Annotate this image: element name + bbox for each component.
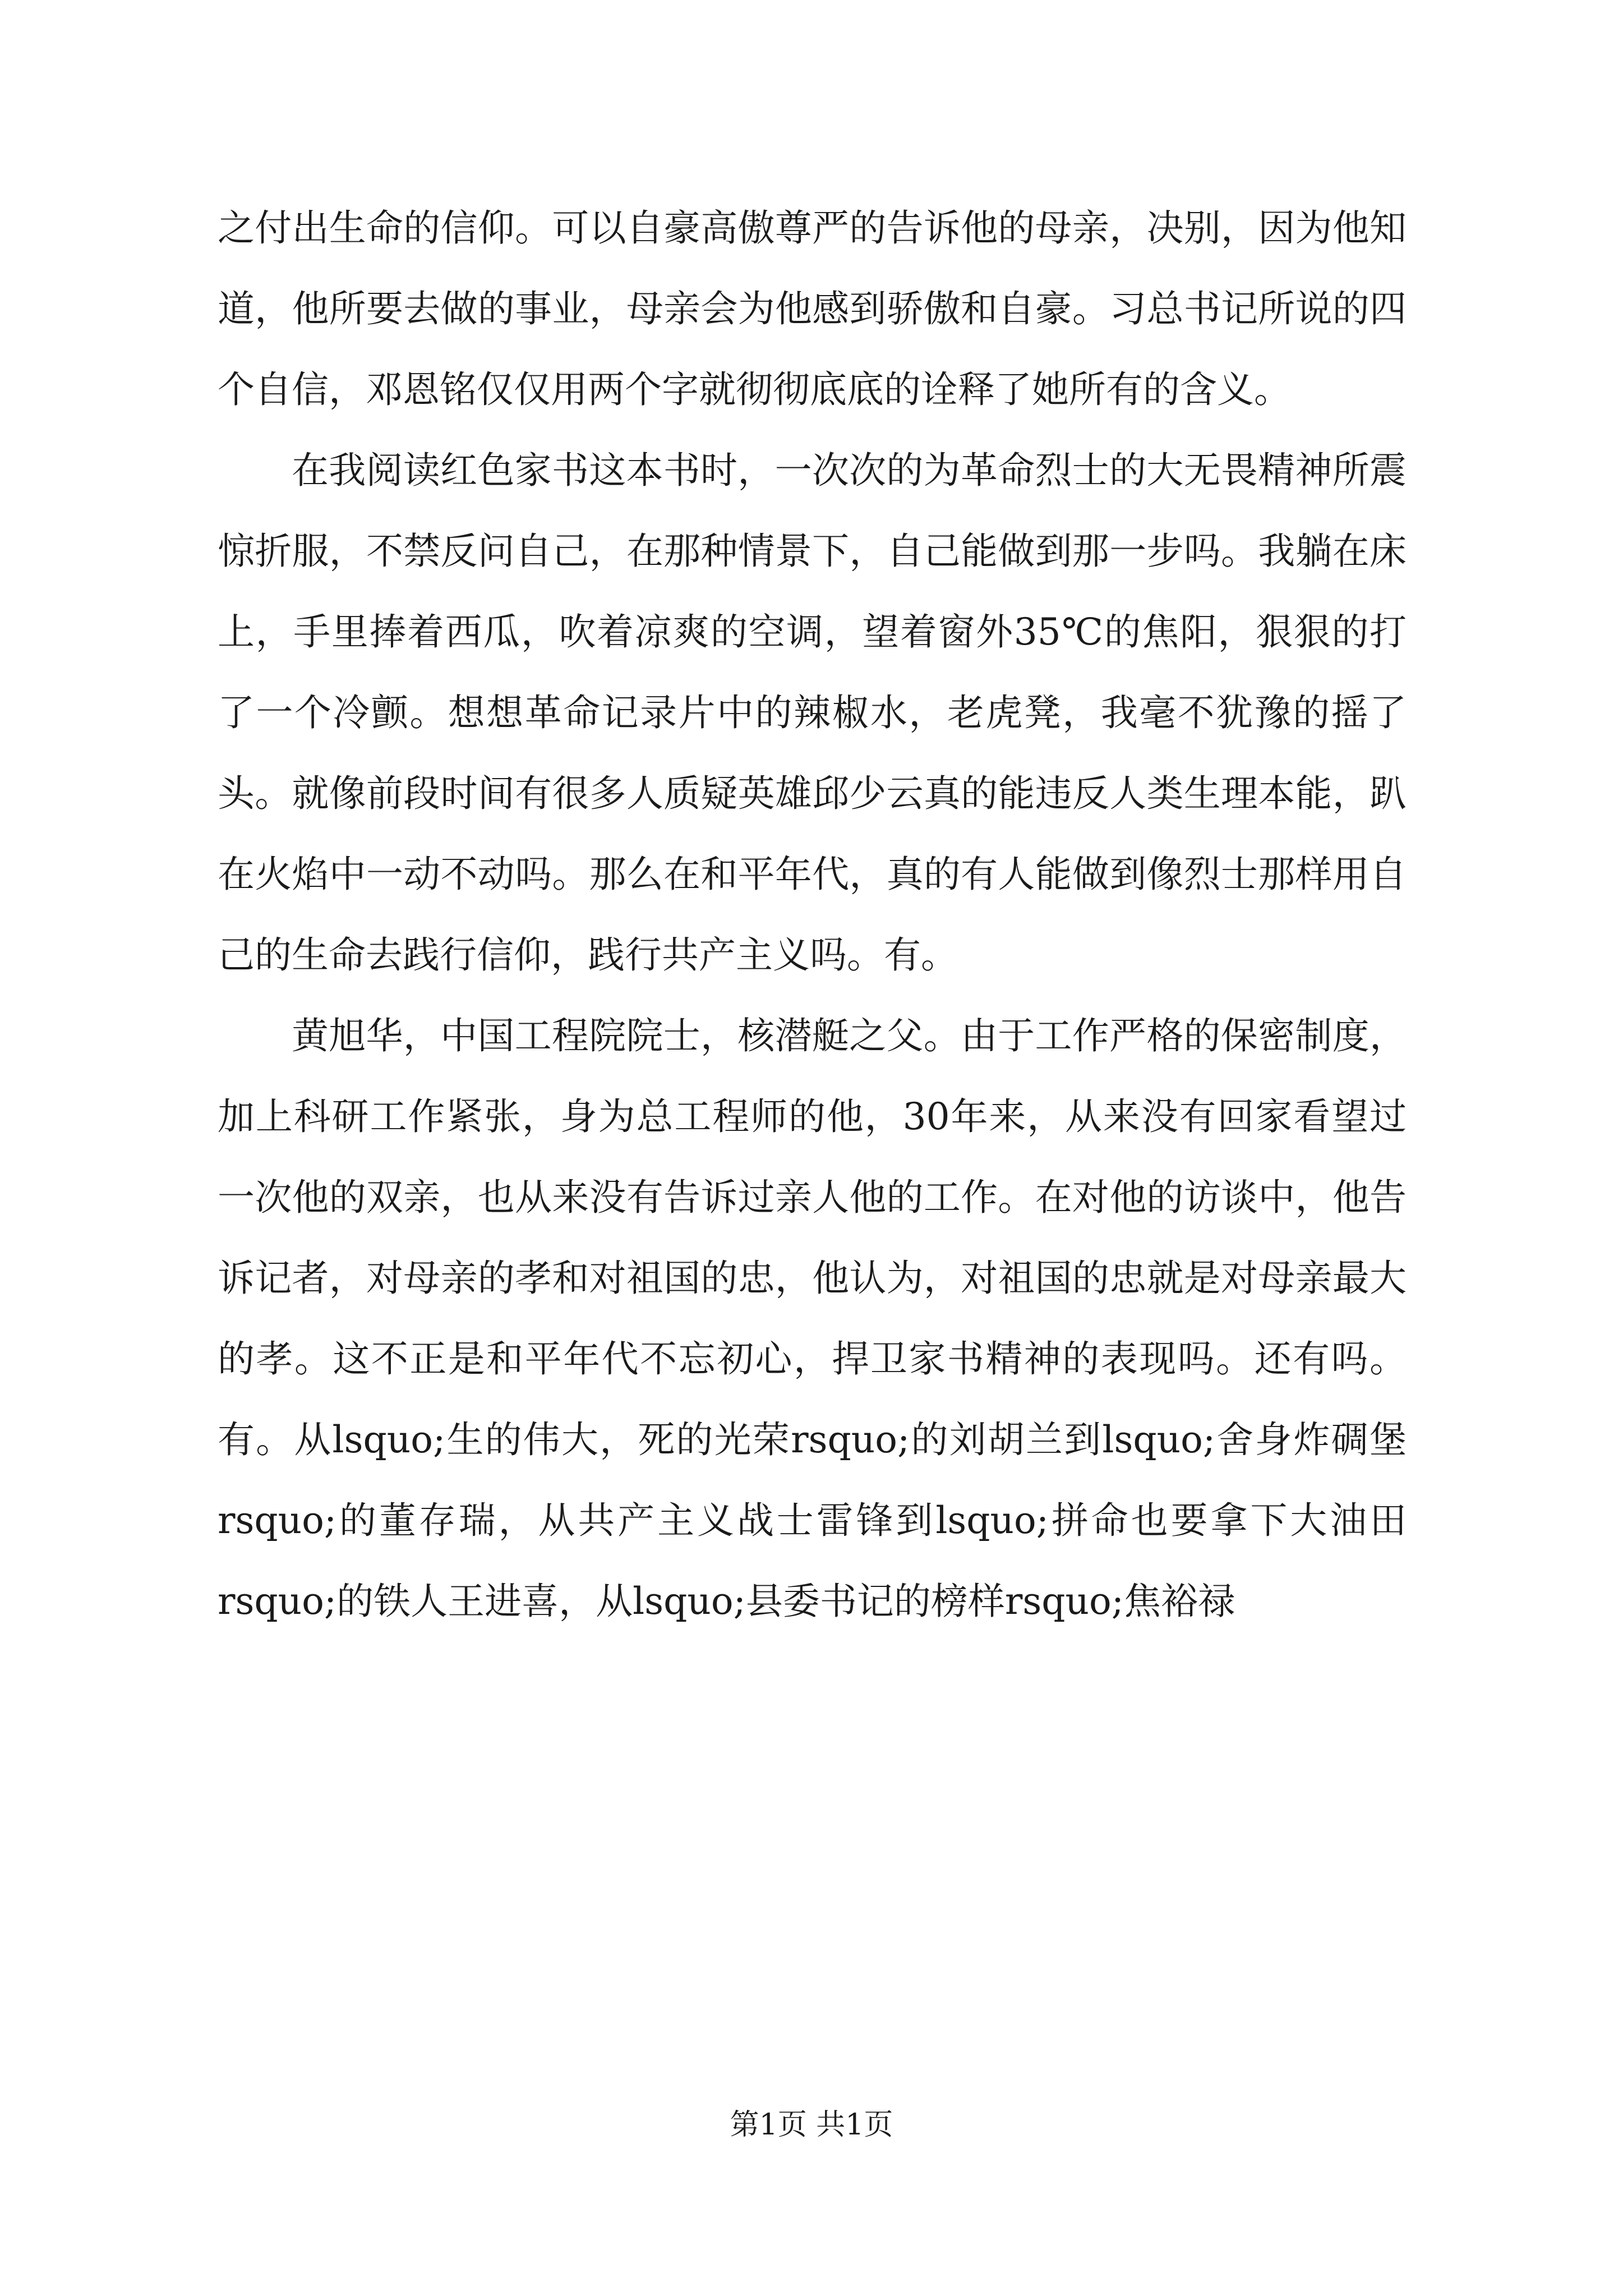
paragraph-1: 之付出生命的信仰。可以自豪高傲尊严的告诉他的母亲，决别，因为他知道，他所要去做的事业，母亲会为他感到骄傲和自豪。习总书记所说的四个自信，邓恩铭仅仅用两个字就彻彻底底的诠释了她所有的含义。 [218, 206, 1407, 411]
paragraph-3: 黄旭华，中国工程院院士，核潜艇之父。由于工作严格的保密制度，加上科研工作紧张，身为总工程师的他，30年来，从来没有回家看望过一次他的双亲，也从来没有告诉过亲人他的工作。在对他的访谈中，他告诉记者，对母亲的孝和对祖国的忠，他认为，对祖国的忠就是对母亲最大的孝。这不正是和平年代不忘初心，捍卫家书精神的表现吗。还有吗。有。从lsquo;生的伟大，死的光荣rsquo;的刘胡兰到lsquo;舍身炸碉堡rsquo;的董存瑞，从共产主义战士雷锋到lsquo;拼命也要拿下大油田rsquo;的铁人王进喜，从lsquo;县委书记的榜样rsquo;焦裕禄 [218, 1014, 1407, 1623]
document-body [218, 188, 1407, 1642]
paragraph-2: 在我阅读红色家书这本书时，一次次的为革命烈士的大无畏精神所震惊折服，不禁反问自己，在那种情景下，自己能做到那一步吗。我躺在床上，手里捧着西瓜，吹着凉爽的空调，望着窗外35℃的焦阳，狠狠的打了一个冷颤。想想革命记录片中的辣椒水，老虎凳，我毫不犹豫的摇了头。就像前段时间有很多人质疑英雄邱少云真的能违反人类生理本能，趴在火焰中一动不动吗。那么在和平年代，真的有人能做到像烈士那样用自己的生命去践行信仰，践行共产主义吗。有。 [218, 449, 1407, 977]
page-footer [0, 2101, 1623, 2143]
page-number-label: 第1页 共1页 [730, 2108, 893, 2142]
